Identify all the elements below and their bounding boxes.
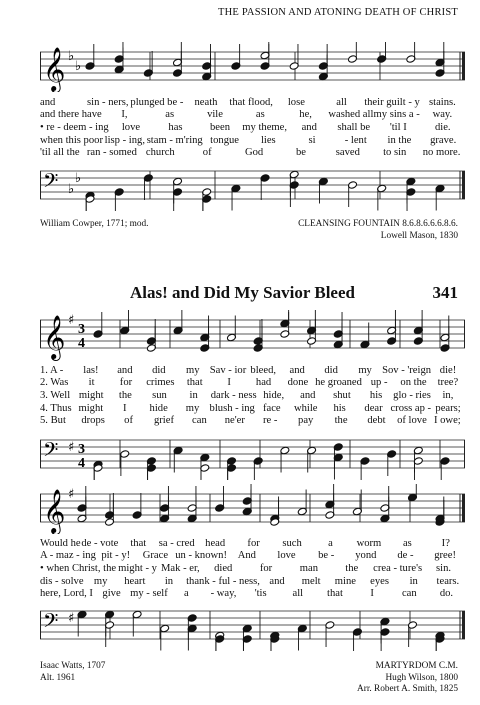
lyric-syllable: 3. Well [40,389,71,401]
lyric-syllable: all [292,588,304,600]
lyric-syllable: • re - deem - ing [40,121,109,133]
lyric-syllable: 'tis [254,588,267,600]
lyric-syllable: my [93,575,108,587]
lyric-syllable: crimes [146,377,175,389]
lyric-syllable: drops [81,415,105,427]
lyric-syllable: that [327,588,343,600]
lyric-syllable: yond [355,550,377,562]
lyric-syllable: as [402,537,412,549]
lyric-syllable: in [164,575,174,587]
lyric-syllable: might [78,402,104,414]
verse-line [40,109,465,122]
lyric-syllable: dis - solve [40,575,84,587]
lyric-syllable: for [119,377,133,389]
lyric-syllable: crea - ture's [373,562,423,574]
lyric-syllable: my [358,364,372,376]
lyric-syllable: give [102,588,121,600]
hymn-title: Alas! and Did My Savior Bleed [130,283,355,302]
lyric-syllable: church [145,147,175,159]
lyric-syllable: while [293,402,318,414]
lyric-syllable: in [409,575,418,587]
lyric-syllable: shall be [337,121,371,133]
bass-clef-icon: 𝄢 [43,438,59,466]
hymn-number: 341 [432,283,458,302]
lyric-syllable: he groaned [315,377,362,389]
lyric-syllable: I, [121,109,128,121]
lyric-syllable: to sin [383,147,407,159]
lyric-syllable: can [401,588,417,600]
verse-line [40,134,465,147]
verse-line [40,146,465,159]
lyric-syllable: grave. [430,134,457,146]
lyric-syllable: did [324,364,338,376]
lyric-syllable: that flood, [229,96,273,108]
bass-staff [40,161,465,211]
lyric-syllable: that [186,377,203,389]
lyric-syllable: God [244,147,264,159]
time-signature: 4 [78,456,85,471]
verse-line [40,414,465,427]
lyric-syllable: of love [397,415,427,427]
treble-clef-icon: 𝄞 [43,489,66,533]
lyric-syllable: sa - cred [158,537,195,549]
lyric-syllable: in, [442,389,454,401]
lyric-syllable: melt [301,575,321,587]
lyric-syllable: of [124,415,133,427]
lyric-syllable: been [210,121,230,133]
accidental-icon: ♭ [75,59,82,74]
time-signature: 3 [78,442,85,457]
lyric-syllable: Would he [40,537,81,549]
lyric-syllable: my - self [130,588,168,600]
accidental-icon: ♭ [68,182,75,197]
alteration: Alt. 1961 [40,672,76,683]
lyric-syllable: no more. [422,147,461,159]
lyric-syllable: tree? [437,377,459,389]
verse-line [40,587,465,600]
verse-line [40,575,465,588]
text-credit: William Cowper, 1771; mod. [40,219,149,229]
verse-line [40,562,465,575]
lyric-syllable: the [118,389,132,401]
verse-line [40,377,465,390]
accidental-icon: ♭ [68,49,75,64]
lyric-syllable: might [78,389,104,401]
lyric-syllable: he, [299,109,312,121]
lyric-syllable: for [259,562,273,574]
lyric-syllable: • when Christ, the [40,562,117,574]
tune-credit [298,219,458,242]
lyric-syllable: gree! [434,550,456,562]
lyric-syllable: 'til I [389,121,407,133]
time-signature: 4 [78,336,85,351]
lyric-syllable: that [130,537,147,549]
lyric-syllable: die! [439,364,457,376]
treble-staff [40,484,465,534]
lyric-syllable: saved [335,147,360,159]
verse-line [40,537,465,550]
lyric-syllable: love [121,121,141,133]
lyric-syllable: thank - ful - ness, [186,575,260,587]
lyric-syllable: can [192,415,207,427]
lyric-syllable: in the [387,134,412,146]
lyric-syllable: sin - ners, [87,96,129,108]
lyric-syllable: a [328,537,333,549]
lyric-syllable: de - [397,550,414,562]
lyric-syllable: hide, [263,389,285,401]
lyric-syllable: I [123,402,127,414]
lyric-syllable: love [277,550,296,562]
lyric-syllable: I owe; [433,415,461,427]
lyric-syllable: head [205,537,226,549]
lyric-syllable: 4. Thus [40,402,72,414]
lyric-syllable: and [269,575,285,587]
lyric-syllable: eyes [370,575,389,587]
composer: Lowell Mason, 1830 [380,230,458,241]
lyric-syllable: 'til all the [40,147,80,159]
lyric-syllable: way. [432,109,453,121]
verse-line [40,550,465,563]
lyric-syllable: as [165,109,175,121]
lyric-syllable: it [88,377,95,389]
tune-name: CLEANSING FOUNTAIN 8.6.8.6.6.6.8.6. [298,219,458,229]
lyrics-block [40,364,465,427]
lyric-syllable: lisp - ing, [104,134,145,146]
accidental-icon: ♯ [68,611,75,626]
lyric-syllable: plunged be - [130,96,184,108]
lyric-syllable: - lent [344,134,367,146]
lyric-syllable: as [255,109,265,121]
lyric-syllable: such [282,537,302,549]
treble-staff [40,310,465,362]
lyric-syllable: his [333,402,346,414]
lyric-syllable: sin. [436,562,452,574]
lyric-syllable: lies [260,134,276,146]
arranger: Arr. Robert A. Smith, 1825 [357,684,458,694]
lyric-syllable: ne'er [224,415,245,427]
lyric-syllable: my [185,402,200,414]
verse-line [40,121,465,134]
lyric-syllable: the [334,415,348,427]
lyric-syllable: and [289,364,305,376]
lyric-syllable: vile [207,109,223,121]
lyric-syllable: de - vote [81,537,119,549]
lyric-syllable: 2. Was [40,377,69,389]
lyric-syllable: all [336,96,347,108]
bass-staff [40,430,465,480]
lyric-syllable: shut [333,389,351,401]
lyric-syllable: lose [287,96,305,108]
accidental-icon: ♯ [68,313,75,328]
lyric-syllable: in [189,389,198,401]
lyric-syllable: bleed, [250,364,277,376]
lyric-syllable: my theme, [242,121,287,133]
lyric-syllable: pay [298,415,314,427]
lyric-syllable: washed all [328,109,374,121]
accidental-icon: ♭ [75,171,82,186]
lyric-syllable: tears. [436,575,460,587]
lyric-syllable: up - [370,377,388,389]
lyric-syllable: my sins a - [373,109,420,121]
lyric-syllable: ran - somed [86,147,137,159]
verse-line [40,96,465,109]
lyric-syllable: las! [83,364,99,376]
lyric-syllable: had [255,377,272,389]
lyric-syllable: pears; [435,402,461,414]
lyric-syllable: sun [152,389,167,401]
lyric-syllable: worm [356,537,382,549]
lyric-syllable: my [186,364,200,376]
bass-clef-icon: 𝄢 [43,609,59,637]
lyric-syllable: died [214,562,233,574]
lyric-syllable: for [247,537,260,549]
accidental-icon: ♯ [68,440,75,455]
lyric-syllable: and [117,364,133,376]
lyric-syllable: might - y [118,562,157,574]
lyric-syllable: the [345,562,359,574]
lyric-syllable: Grace [142,550,169,562]
verse-line [40,389,465,402]
bass-staff [40,601,465,651]
time-signature: 3 [78,322,85,337]
lyric-syllable: Sav - ior [209,364,247,376]
lyric-syllable: tongue [210,134,240,146]
lyric-syllable: 5. But [40,415,66,427]
text-credit [40,661,105,684]
lyric-syllable: when this poor [40,134,103,146]
lyric-syllable: his [369,389,383,401]
lyric-syllable: be - [318,550,335,562]
lyric-syllable: be [295,147,306,159]
lyric-syllable: dark - ness [210,389,257,401]
lyric-syllable: on the [400,377,427,389]
treble-staff [40,42,465,92]
tune-name: MARTYRDOM C.M. [375,661,458,671]
lyric-syllable: Sov - 'reign [382,364,432,376]
lyric-syllable: pit - y! [101,550,131,562]
lyrics-block [40,96,465,159]
lyric-syllable: glo - ries [393,389,431,401]
running-header: THE PASSION AND ATONING DEATH OF CHRIST [218,7,458,18]
lyric-syllable: grief [153,415,174,427]
lyric-syllable: of [202,147,212,159]
bass-clef-icon: 𝄢 [43,169,59,197]
lyric-syllable: has [168,121,183,133]
composer: Hugh Wilson, 1800 [385,672,458,683]
treble-clef-icon: 𝄞 [43,315,66,359]
lyrics-block [40,537,465,600]
author: Isaac Watts, 1707 [40,661,106,671]
lyric-syllable: here, Lord, I [40,588,93,600]
lyric-syllable: and [301,121,317,133]
lyric-syllable: Mak - er, [161,562,200,574]
lyric-syllable: And [237,550,256,562]
lyric-syllable: blush - ing [209,402,255,414]
lyric-syllable: and [40,96,56,108]
lyric-syllable: dear [364,402,383,414]
lyric-syllable: done [287,377,309,389]
lyric-syllable: stains. [429,96,456,108]
lyric-syllable: die. [434,121,451,133]
lyric-syllable: 1. A - [40,364,64,376]
lyric-syllable: I [227,377,231,389]
verse-line [40,364,465,377]
treble-clef-icon: 𝄞 [43,47,66,91]
lyric-syllable: a [184,588,189,600]
lyric-syllable: debt [367,415,386,427]
lyric-syllable: neath [194,96,218,108]
accidental-icon: ♯ [68,487,75,502]
lyric-syllable: hide [149,402,168,414]
lyric-syllable: A - maz - ing [40,550,96,562]
verse-line [40,402,465,415]
lyric-syllable: did [152,364,166,376]
lyric-syllable: cross ap - [390,402,432,414]
lyric-syllable: their guilt - y [364,96,420,108]
lyric-syllable: mine [334,575,356,587]
lyric-syllable: - way, [210,588,237,600]
lyric-syllable: and [300,389,316,401]
lyric-syllable: face [262,402,281,414]
lyric-syllable: si [308,134,316,146]
lyric-syllable: stam - m'ring [146,134,203,146]
lyric-syllable: I? [441,537,450,549]
lyric-syllable: re - [263,415,278,427]
lyric-syllable: man [299,562,319,574]
lyric-syllable: I [370,588,374,600]
lyric-syllable: heart [124,575,146,587]
lyric-syllable: and there have [40,109,102,121]
lyric-syllable: do. [439,588,454,600]
tune-credit [357,661,458,696]
lyric-syllable: un - known! [175,550,228,562]
